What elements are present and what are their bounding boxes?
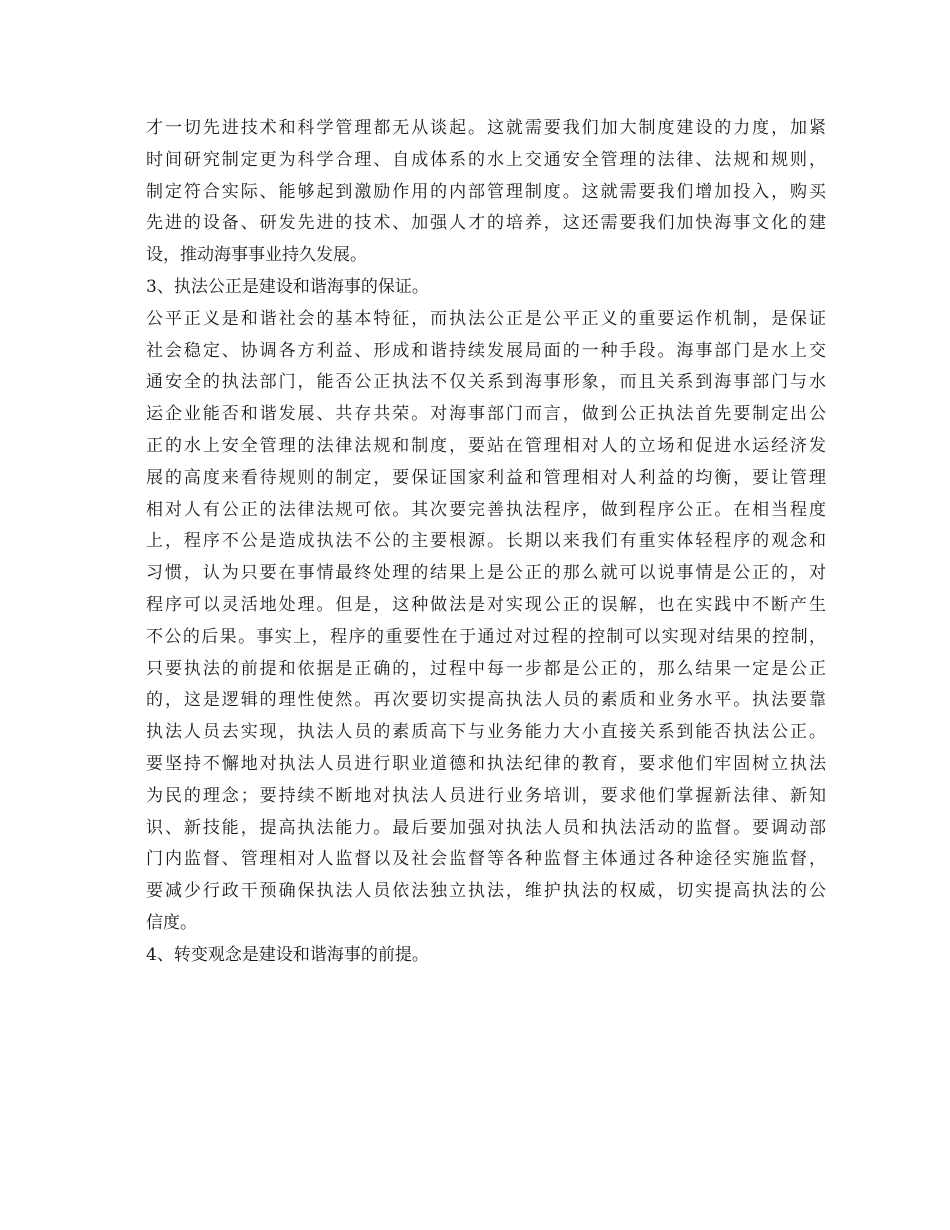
text-line: 门内监督、管理相对人监督以及社会监督等各种监督主体通过各种途径实施监督， (146, 849, 826, 870)
text-line: 时间研究制定更为科学合理、自成体系的水上交通安全管理的法律、法规和规则， (146, 149, 826, 170)
section-heading-4: 4、转变观念是建设和谐海事的前提。 (146, 944, 429, 965)
text-line: 只要执法的前提和依据是正确的，过程中每一步都是公正的，那么结果一定是公正 (146, 658, 826, 679)
text-line: 展的高度来看待规则的制定，要保证国家利益和管理相对人利益的均衡，要让管理 (146, 467, 826, 488)
document-body (146, 113, 826, 972)
text-line: 要减少行政干预确保执法人员依法独立执法，维护执法的权威，切实提高执法的公 (146, 881, 826, 902)
text-line: 公平正义是和谐社会的基本特征，而执法公正是公平正义的重要运作机制，是保证 (146, 308, 826, 329)
text-line: 先进的设备、研发先进的技术、加强人才的培养，这还需要我们加快海事文化的建 (146, 213, 826, 234)
text-line: 正的水上安全管理的法律法规和制度，要站在管理相对人的立场和促进水运经济发 (146, 435, 826, 456)
text-line: 的，这是逻辑的理性使然。再次要切实提高执法人员的素质和业务水平。执法要靠 (146, 690, 826, 711)
text-line: 识、新技能，提高执法能力。最后要加强对执法人员和执法活动的监督。要调动部 (146, 817, 826, 838)
text-line: 上，程序不公是造成执法不公的主要根源。长期以来我们有重实体轻程序的观念和 (146, 531, 826, 552)
paragraph-1 (146, 113, 826, 272)
text-line: 才一切先进技术和科学管理都无从谈起。这就需要我们加大制度建设的力度，加紧 (146, 118, 826, 138)
section-heading-3: 3、执法公正是建设和谐海事的保证。 (146, 276, 429, 297)
text-line: 运企业能否和谐发展、共存共荣。对海事部门而言，做到公正执法首先要制定出公 (146, 404, 826, 425)
text-line: 制定符合实际、能够起到激励作用的内部管理制度。这就需要我们增加投入，购买 (146, 181, 826, 202)
text-line: 习惯，认为只要在事情最终处理的结果上是公正的那么就可以说事情是公正的，对 (146, 563, 826, 584)
text-line: 设，推动海事事业持久发展。 (146, 245, 367, 266)
text-line: 为民的理念；要持续不断地对执法人员进行业务培训，要求他们掌握新法律、新知 (146, 785, 826, 806)
text-line: 信度。 (146, 912, 197, 933)
paragraph-2 (146, 304, 826, 940)
text-line: 社会稳定、协调各方利益、形成和谐持续发展局面的一种手段。海事部门是水上交 (146, 340, 826, 361)
text-line: 要坚持不懈地对执法人员进行职业道德和执法纪律的教育，要求他们牢固树立执法 (146, 753, 826, 774)
text-line: 相对人有公正的法律法规可依。其次要完善执法程序，做到程序公正。在相当程度 (146, 499, 826, 520)
text-line: 通安全的执法部门，能否公正执法不仅关系到海事形象，而且关系到海事部门与水 (146, 372, 826, 393)
text-line: 执法人员去实现，执法人员的素质高下与业务能力大小直接关系到能否执法公正。 (146, 722, 826, 743)
text-line: 程序可以灵活地处理。但是，这种做法是对实现公正的误解，也在实践中不断产生 (146, 594, 826, 615)
text-line: 不公的后果。事实上，程序的重要性在于通过对过程的控制可以实现对结果的控制， (146, 626, 826, 647)
